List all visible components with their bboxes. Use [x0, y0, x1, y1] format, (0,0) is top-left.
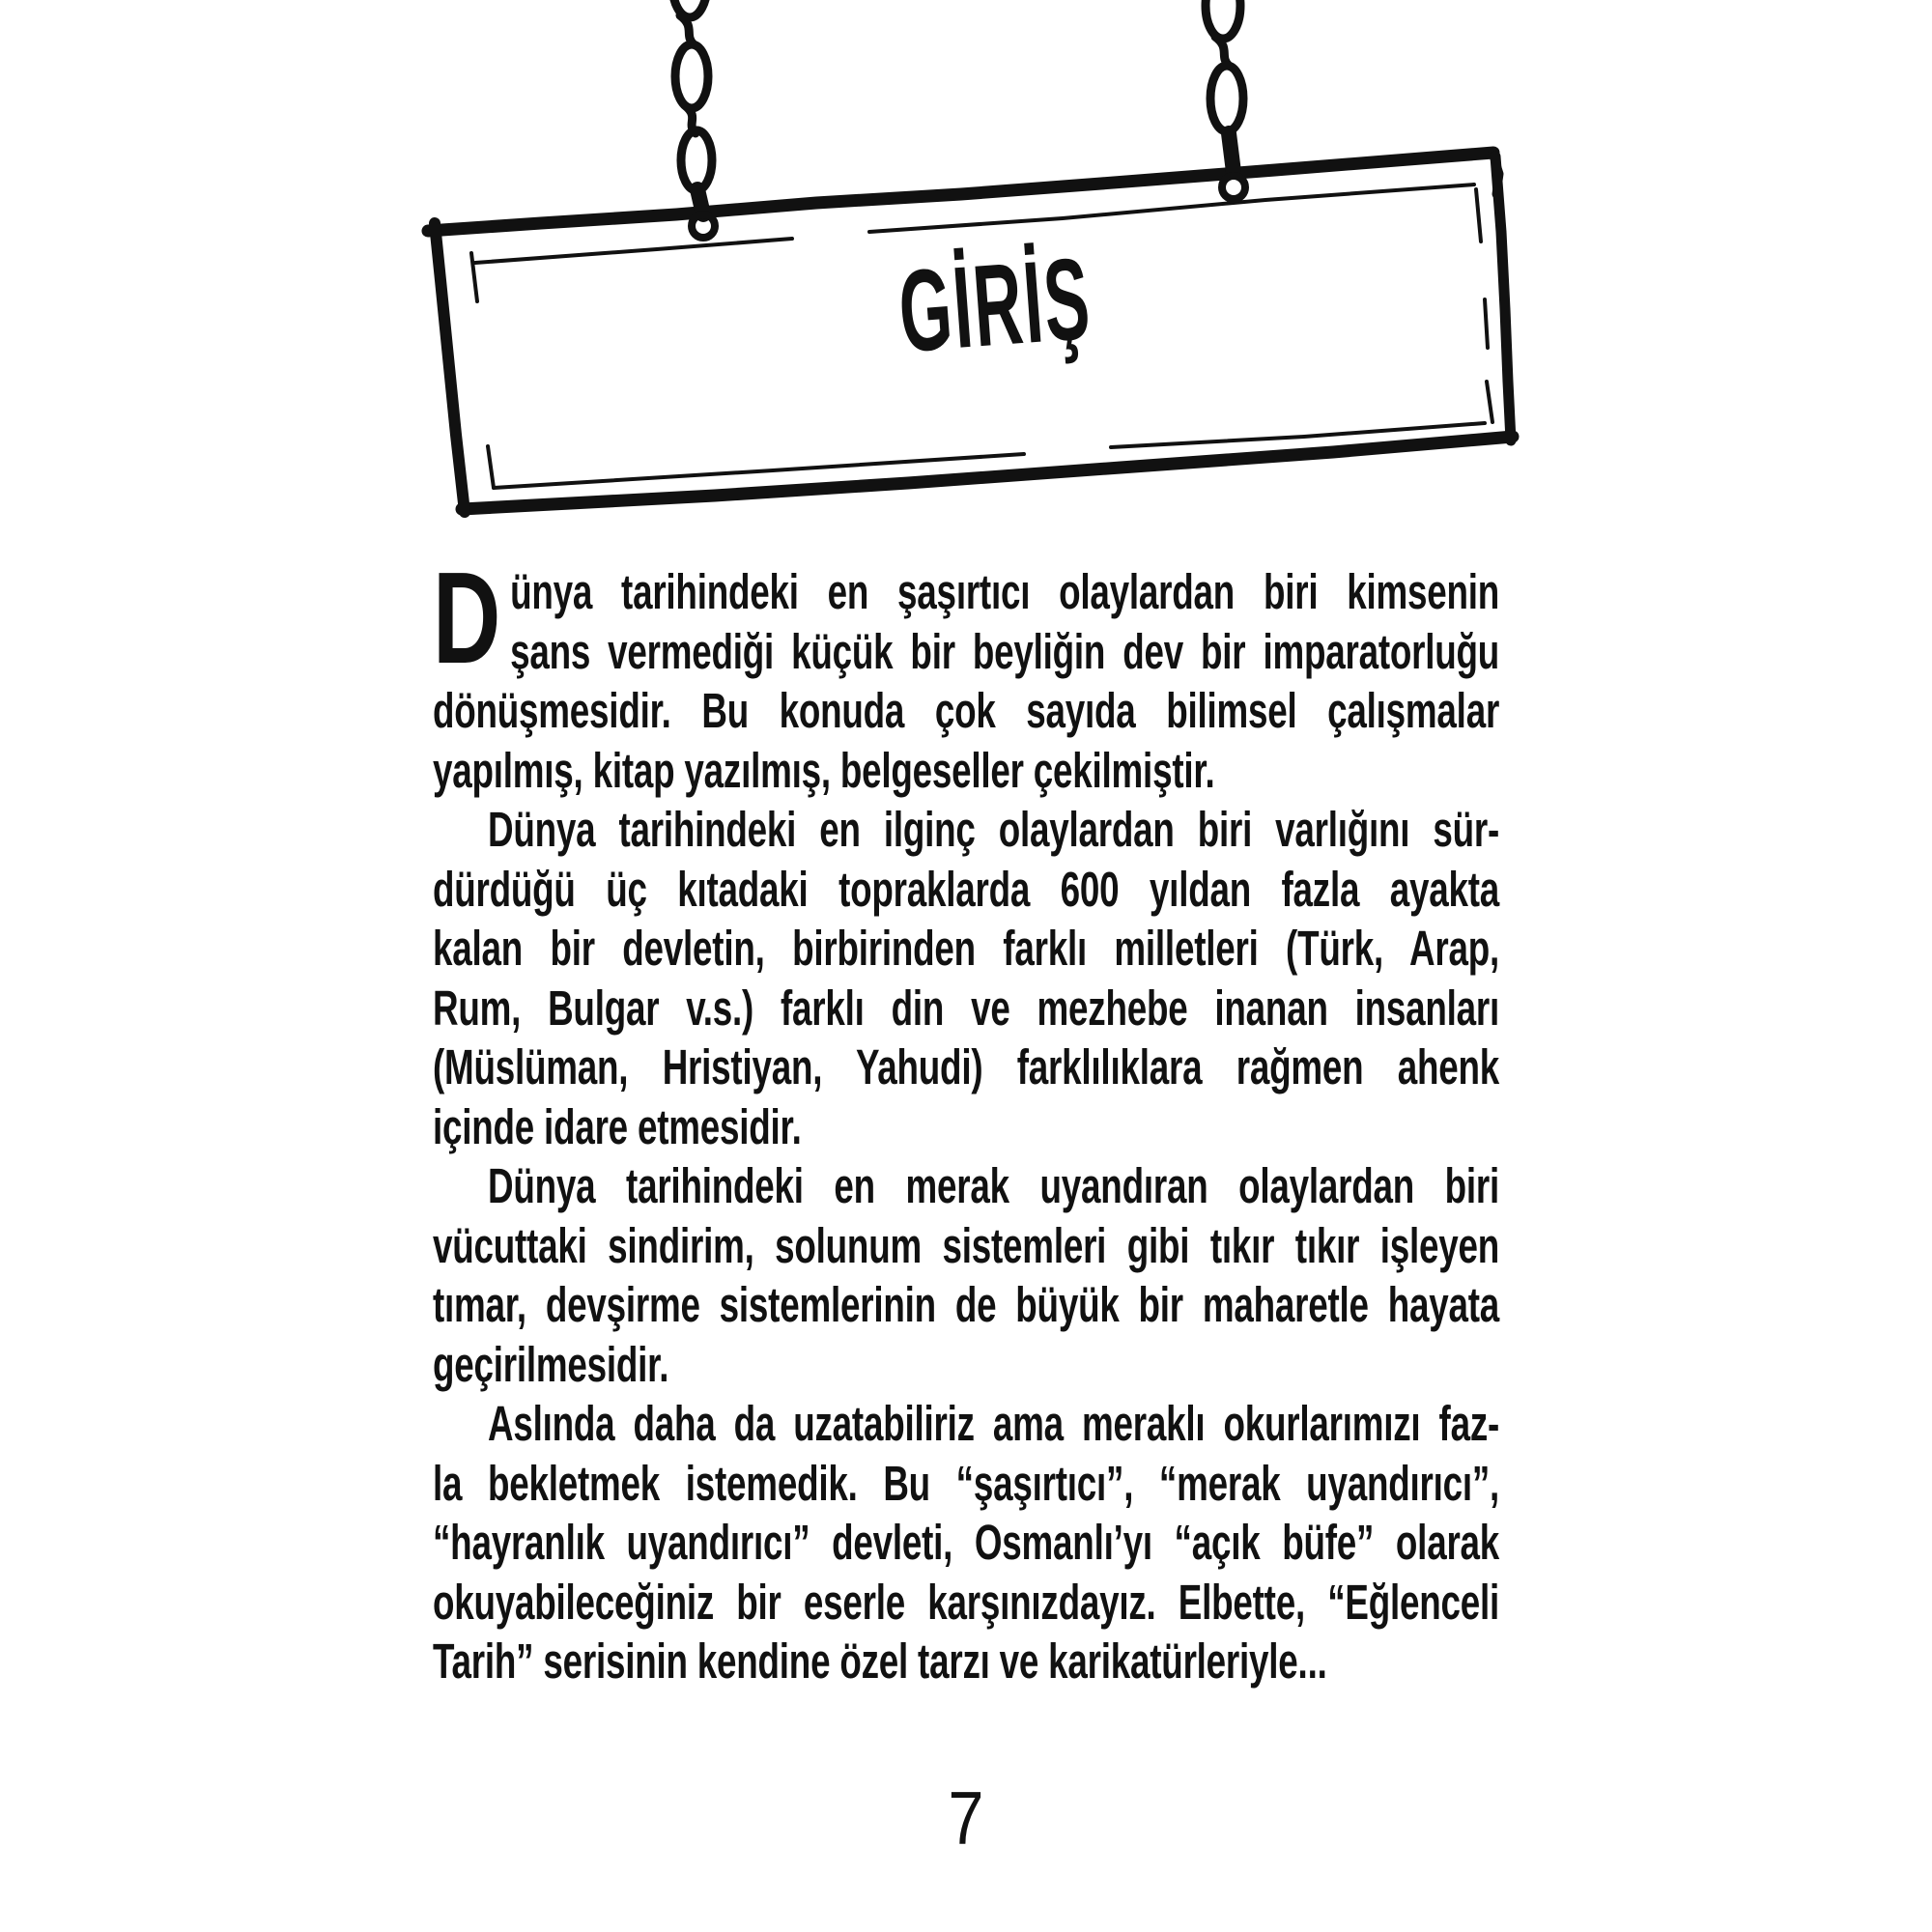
- chain-left-icon: [672, 0, 715, 238]
- text-line: içinde idare etmesidir.: [433, 1098, 802, 1154]
- text-line: (Müslüman, Hristiyan, Yahudi) farklılıklara rağmen ahenk: [433, 1039, 1500, 1094]
- text-line: yapılmış, kitap yazılmış, belgeseller çekilmiştir.: [433, 742, 1215, 798]
- text-line: Tarih” serisinin kendine özel tarzı ve karikatürleriyle...: [433, 1634, 1327, 1689]
- text-line: şans vermediği küçük bir beyliğin dev bir imparatorluğu: [510, 623, 1500, 679]
- body-text: [433, 545, 1500, 1691]
- text-line: tımar, devşirme sistemlerinin de büyük bir maharetle hayata: [433, 1277, 1500, 1332]
- text-line: “hayranlık uyandırıcı” devleti, Osmanlı’yı “açık büfe” olarak: [433, 1515, 1500, 1570]
- text-line: Rum, Bulgar v.s.) farklı din ve mezhebe inanan insanları: [433, 980, 1500, 1036]
- text-line: dönüşmesidir. Bu konuda çok sayıda bilimsel çalışmalar: [433, 683, 1500, 738]
- text-line: Dünya tarihindeki en merak uyandıran olaylardan biri: [488, 1158, 1500, 1213]
- paragraph: [433, 1156, 1499, 1394]
- text-line: dürdüğü üç kıtadaki topraklarda 600 yıldan fazla ayakta: [433, 861, 1500, 917]
- text-line: kalan bir devletin, birbirinden farklı milletleri (Türk, Arap,: [433, 921, 1500, 976]
- paragraph: [433, 800, 1499, 1156]
- page-number: 7: [948, 1776, 984, 1861]
- text-line: vücuttaki sindirim, solunum sistemleri gibi tıkır tıkır işleyen: [433, 1217, 1500, 1273]
- paragraph: [433, 1394, 1499, 1691]
- text-line: ünya tarihindeki en şaşırtıcı olaylardan biri kimsenin: [510, 564, 1500, 619]
- text-line: okuyabileceğiniz bir eserle karşınızdayız. Elbette, “Eğlenceli: [433, 1574, 1500, 1630]
- text-line: Dünya tarihindeki en ilginç olaylardan biri varlığını sür-: [488, 802, 1500, 857]
- paragraph: [433, 545, 1500, 800]
- drop-cap: D: [433, 545, 501, 691]
- text-line: la bekletmek istemedik. Bu “şaşırtıcı”, “merak uyandırıcı”,: [433, 1455, 1500, 1511]
- text-line: Aslında daha da uzatabiliriz ama meraklı okurlarımızı faz-: [488, 1396, 1500, 1451]
- chapter-title: GİRİŞ: [895, 233, 1095, 378]
- text-line: geçirilmesidir.: [433, 1336, 669, 1392]
